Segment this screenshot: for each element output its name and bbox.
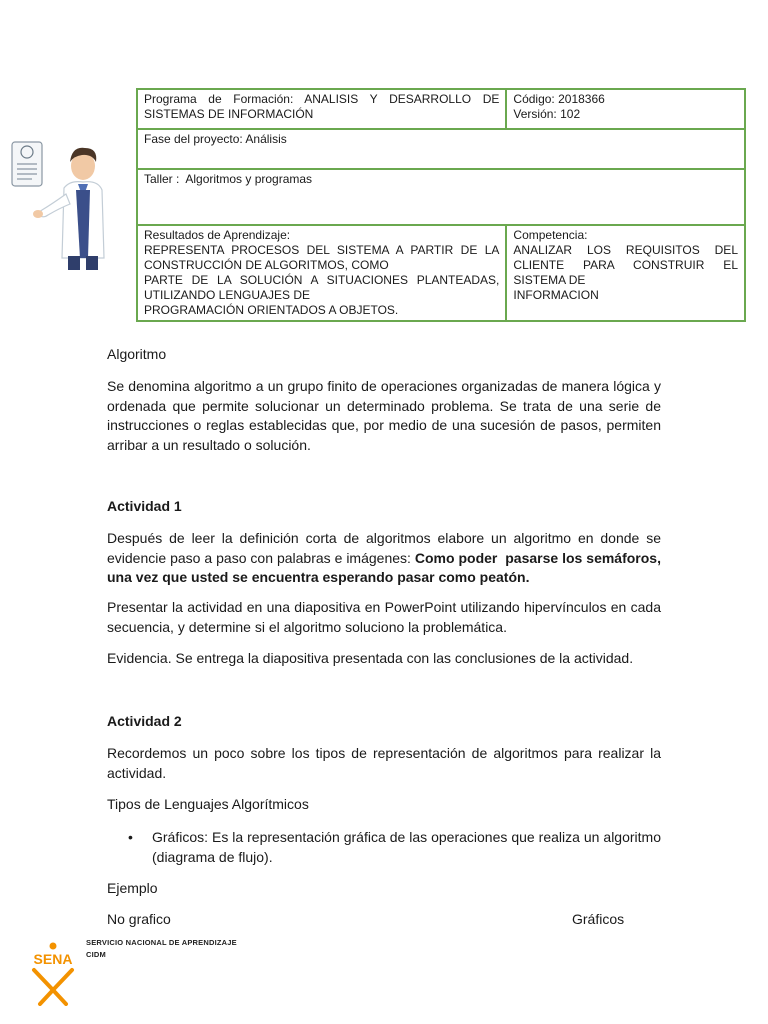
sena-logo-text: SENA [33, 951, 73, 967]
competencia-line-4: INFORMACION [513, 288, 599, 302]
programa-cell [137, 89, 506, 129]
no-grafico-label: No grafico [107, 911, 171, 927]
actividad-1-text [107, 529, 665, 588]
resultados-cell [137, 225, 506, 321]
actividad-1-evidencia: Evidencia. Se entrega la diapositiva presentada con las conclusiones de la actividad. [107, 650, 634, 666]
competencia-label: Competencia: [513, 228, 588, 242]
algoritmo-definition: Se denomina algoritmo a un grupo finito de operaciones organizadas de manera lógica y ordenada que permite solucionar un determinado problema. Se trata de una serie de instrucciones o reglas establecidas que, por medio de una sucesión de pasos, permiten arribar a un resultado o solución. [107, 378, 661, 453]
ejemplo-label: Ejemplo [107, 880, 158, 896]
taller-text: Taller : Algoritmos y programas [144, 172, 313, 186]
resultados-line-1: REPRESENTA PROCESOS DEL SISTEMA A PARTIR DE LA [144, 243, 500, 257]
codigo-cell [506, 89, 745, 129]
resultados-line-5: PROGRAMACIÓN ORIENTADOS A OBJETOS. [144, 303, 399, 317]
resultados-line-3: PARTE DE LA SOLUCIÓN A SITUACIONES PLANTEADAS, [144, 273, 500, 287]
actividad-1-bold-prompt: Como poder pasarse los semáforos, una vez que usted se encuentra esperando pasar como peatón. [107, 549, 665, 585]
competencia-line-2: CLIENTE PARA CONSTRUIR EL [513, 258, 738, 272]
fase-text: Fase del proyecto: Análisis [144, 132, 287, 146]
programa-text: Programa de Formación: ANALISIS Y DESARROLLO DE SISTEMAS DE INFORMACIÓN [144, 92, 500, 121]
fase-cell [137, 129, 745, 169]
version-text: Versión: 102 [513, 107, 581, 121]
resultados-line-4: UTILIZANDO LENGUAJES DE [144, 288, 311, 302]
resultados-line-2: CONSTRUCCIÓN DE ALGORITMOS, COMO [144, 258, 389, 272]
algoritmo-title: Algoritmo [107, 346, 167, 362]
competencia-cell [506, 225, 745, 321]
tipos-title: Tipos de Lenguajes Algorítmicos [107, 796, 309, 812]
bullet-icon: • [128, 829, 133, 845]
sena-logo [24, 942, 82, 1006]
actividad-2-title: Actividad 2 [107, 713, 182, 729]
program-header-table [136, 88, 746, 322]
competencia-line-3: SISTEMA DE [513, 273, 586, 287]
graficos-label: Gráficos [572, 911, 625, 927]
competencia-line-1: ANALIZAR LOS REQUISITOS DEL [513, 243, 738, 257]
taller-cell [137, 169, 745, 225]
codigo-text: Código: 2018366 [513, 92, 605, 106]
footer-line-1: SERVICIO NACIONAL DE APRENDIZAJE [86, 938, 237, 947]
instructor-illustration [8, 138, 108, 270]
bullet-graficos-text: Gráficos: Es la representación gráfica de las operaciones que realiza un algoritmo (diagrama de flujo). [152, 829, 661, 865]
actividad-2-text: Recordemos un poco sobre los tipos de representación de algoritmos para realizar la actividad. [107, 745, 661, 781]
actividad-1-presentar: Presentar la actividad en una diapositiva en PowerPoint utilizando hipervínculos en cada secuencia, y determine si el algoritmo soluciono la problemática. [107, 599, 661, 635]
footer-line-2: CIDM [86, 950, 106, 959]
footer-institution [86, 937, 237, 961]
actividad-1-instructions: Después de leer la definición corta de algoritmos elabore un algoritmo en donde se evidencie paso a paso con palabras e imágenes: [107, 530, 661, 566]
actividad-1-title: Actividad 1 [107, 498, 182, 514]
resultados-label: Resultados de Aprendizaje: [144, 228, 291, 242]
